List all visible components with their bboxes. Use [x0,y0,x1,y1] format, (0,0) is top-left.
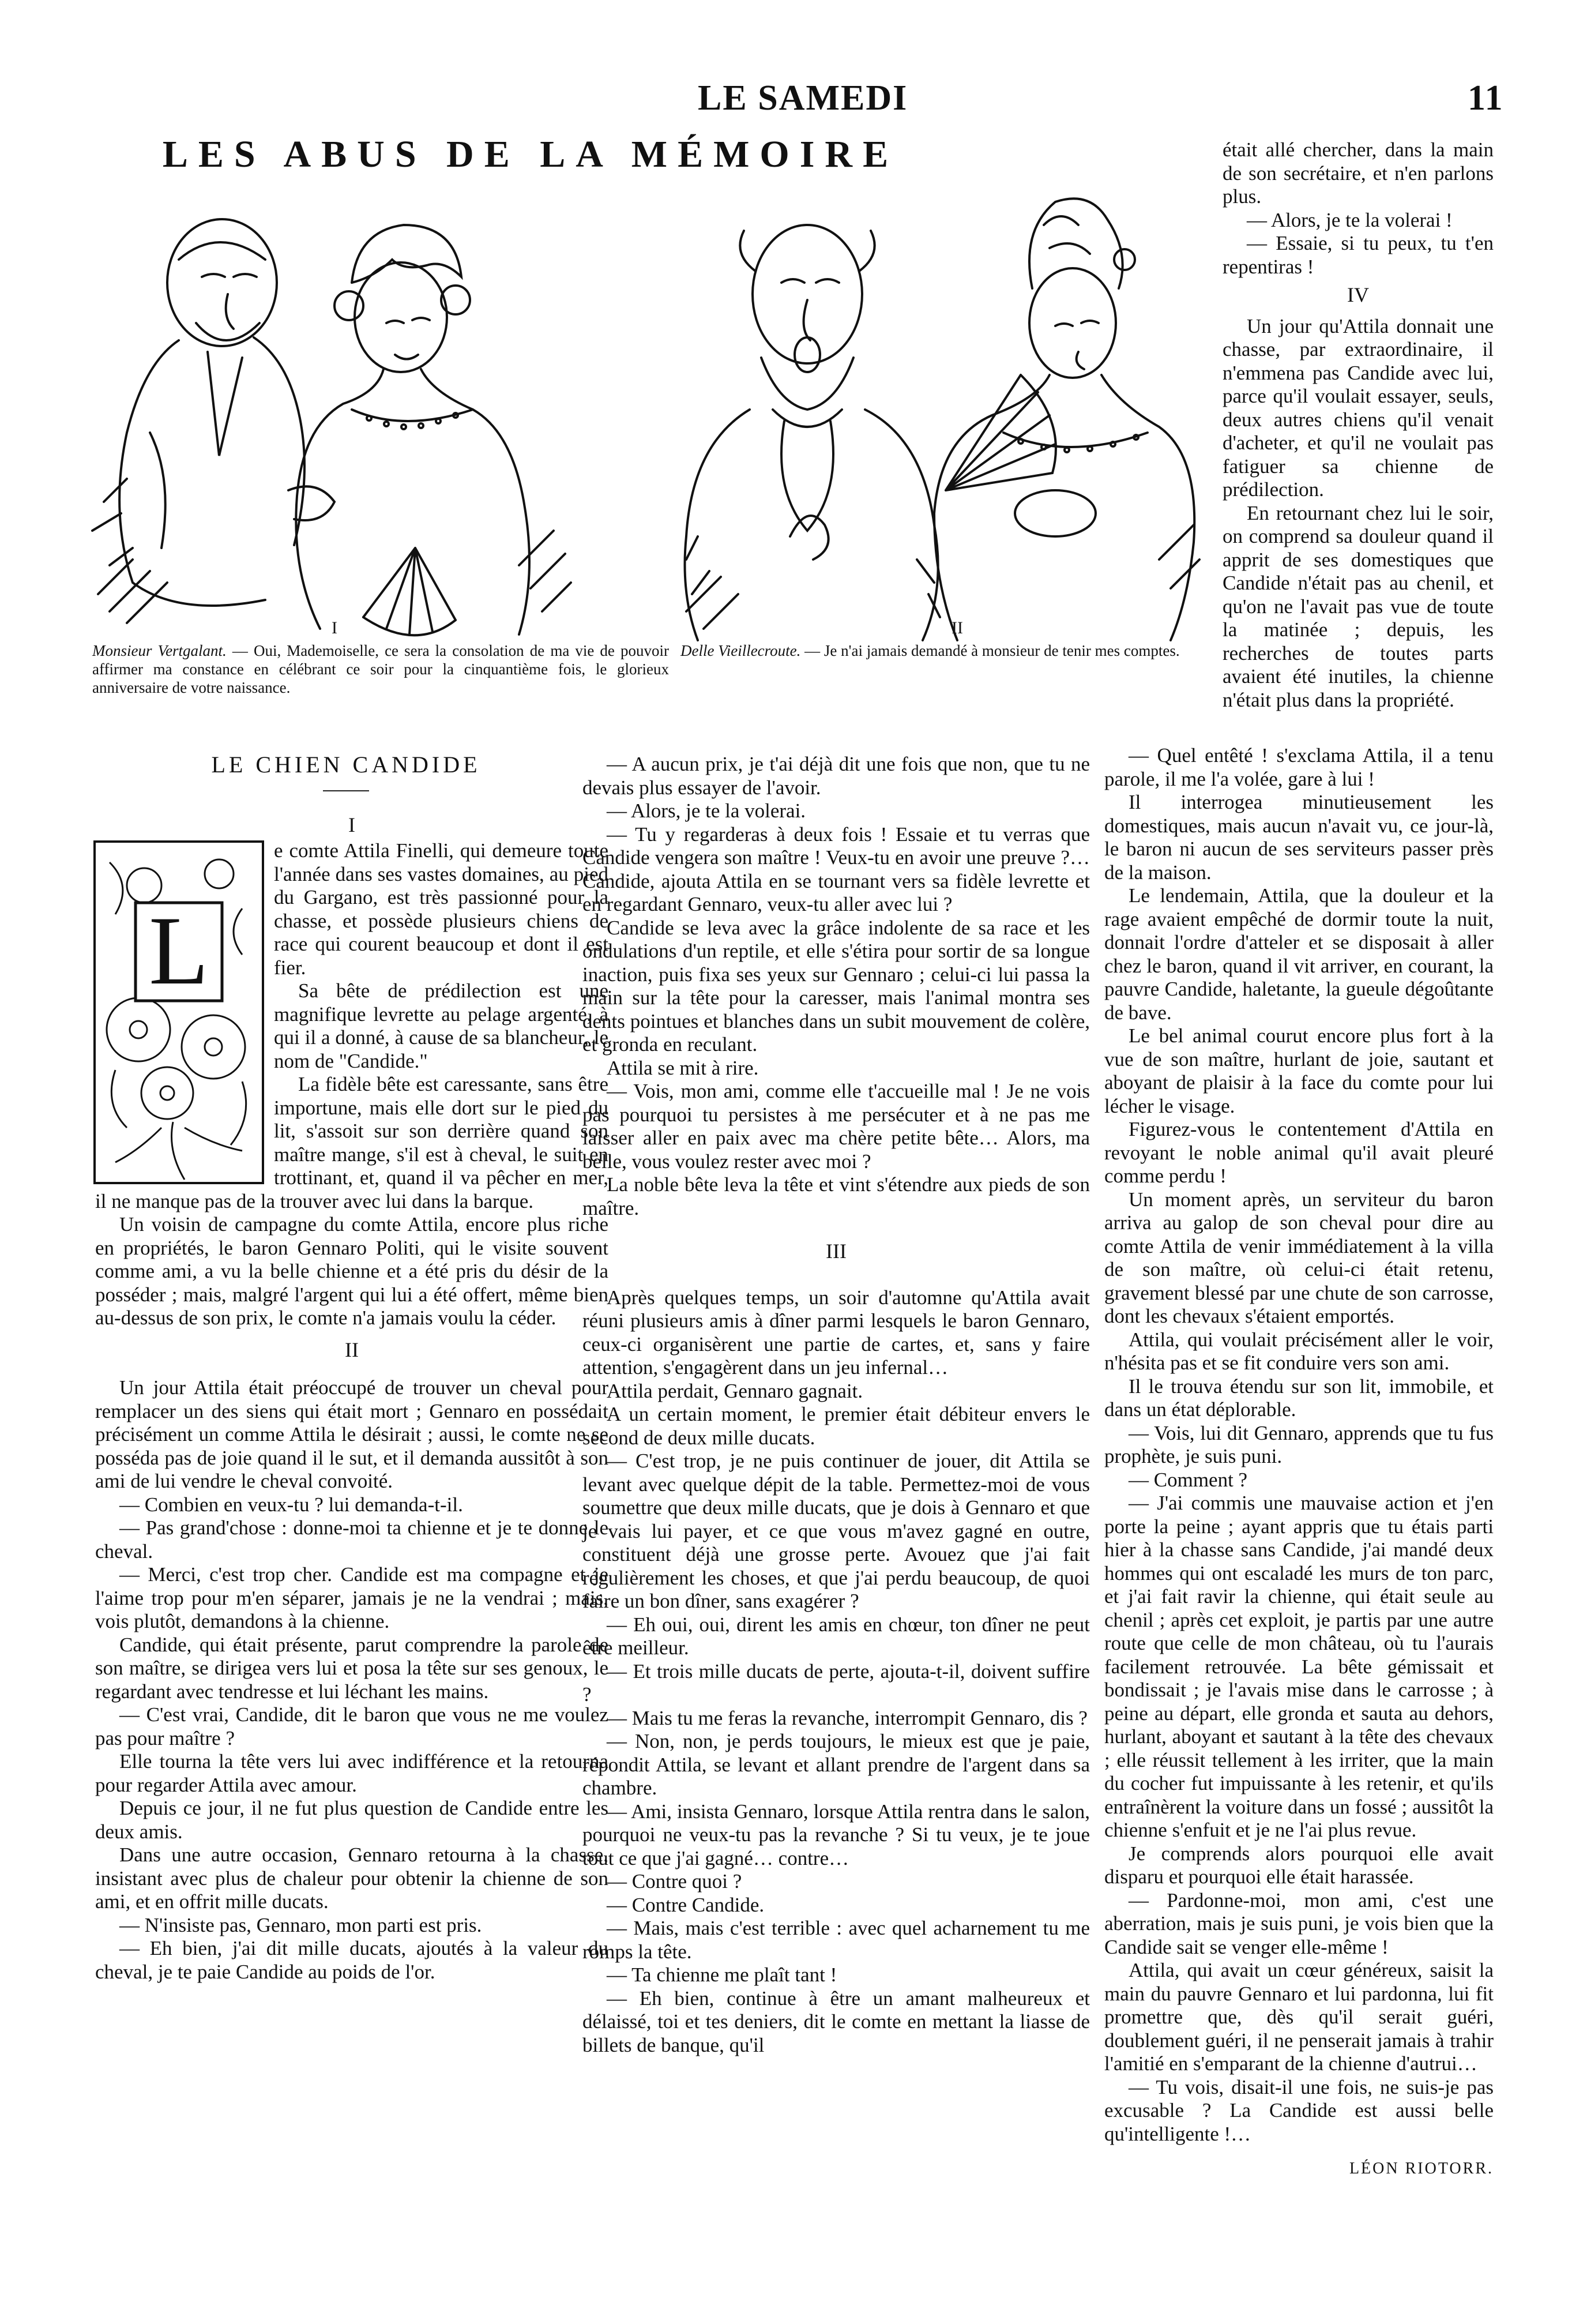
story-paragraph: Attila se mit à rire. [607,1056,759,1079]
story-column-3 [1104,744,1494,2181]
story-paragraph: Attila, qui avait un cœur généreux, saisit la main du pauvre Gennaro et lui pardonna, lui fit promettre que, dès qu'il serait guéri, doublement guéri, il ne penserait jamais à trahir l'amitié en s'emparant de la chienne d'autrui… [1104,1959,1494,2075]
drop-cap-letter: L [149,896,209,1005]
story-paragraph: e comte Attila Finelli, qui demeure toute l'année dans ses vastes domaines, au pied du Gargano, est très passionné pour la chasse, et possède plusieurs chiens de race qui courent beaucoup et dont il est fier. [274,839,608,979]
story-paragraph: — Quel entêté ! s'exclama Attila, il a tenu parole, il me l'a volée, gare à lui ! [1104,744,1494,790]
story-paragraph: Un jour Attila était préoccupé de trouver un cheval pour remplacer un des siens qui était mort ; Gennaro en possédait précisément un comme Attila le désirait ; aussi, le comte ne se posséda pas de joie quand il le sut, et il demanda aussitôt à son ami de lui vendre le cheval convoité. [95,1376,608,1492]
panel-2-numeral: II [952,618,963,637]
story-paragraph: — Merci, c'est trop cher. Candide est ma compagne et je l'aime trop pour m'en séparer, jamais je ne la vendrai ; mais, vois plutôt, demandons à la chienne. [95,1563,608,1632]
story-paragraph: — Combien en veux-tu ? lui demanda-t-il. [119,1493,463,1516]
story-title-rule [323,790,369,791]
story-paragraph: Je comprends alors pourquoi elle avait disparu et pourquoi elle était harassée. [1104,1842,1494,1888]
story-paragraph: Un voisin de campagne du comte Attila, encore plus riche en propriétés, le baron Gennaro Politi, qui le visite souvent comme ami, a vu la belle chienne et a été pris du désir de la posséder ; mais, malgré l'argent qui lui a été offert, même bien au-dessus de son prix, le comte n'a jamais voulu la céder. [95,1213,608,1329]
story-paragraph: Un moment après, un serviteur du baron arriva au galop de son cheval pour dire au comte Attila de venir immédiatement à la villa de son maître, où celui-ci était retenu, gravement blessé par une chute de son carrosse, dont les chevaux s'étaient emportés. [1104,1188,1494,1327]
cartoon-panel-1-illustration [81,190,600,646]
panel-2-caption-text: — Je n'ai jamais demandé à monsieur de tenir mes comptes. [804,642,1180,659]
story-paragraph: — C'est vrai, Candide, dit le baron que vous ne me voulez pas pour maître ? [95,1703,608,1749]
story-title: LE CHIEN CANDIDE [211,752,481,778]
cartoon-panel-2-illustration [675,190,1205,646]
story-paragraph: — Vois, mon ami, comme elle t'accueille mal ! Je ne vois pas pourquoi tu persistes à me persécuter et à ne pas me laisser aller en paix avec ma chère petite bête… Alors, ma belle, vous voulez rester avec moi ? [582,1080,1090,1173]
story-paragraph: — Eh oui, oui, dirent les amis en chœur, ton dîner ne peut être meilleur. [582,1613,1090,1659]
story-paragraph: — Non, non, je perds toujours, le mieux est que je paie, répondit Attila, se levant et allant prendre de l'argent dans sa chambre. [582,1730,1090,1799]
story-paragraph: — Ami, insista Gennaro, lorsque Attila rentra dans le salon, pourquoi ne veux-tu pas la revanche ? Si tu veux, je te joue tout ce que j'ai gagné… contre… [582,1800,1090,1869]
section-numeral-1: I [348,813,355,836]
story-paragraph: — C'est trop, je ne puis continuer de jouer, dit Attila se levant avec quelque dépit de la table. Permettez-moi de vous soumettre que deux mille ducats, que je dois à Gennaro et que je vais lui payer, et ce que vous m'avez gagné en outre, constituent déjà une grosse perte. Avouez que j'ai fait régulièrement les choses, et que j'ai perdu beaucoup, de quoi faire un bon dîner, sans exagérer ? [582,1450,1090,1612]
section-numeral-4: IV [1347,283,1369,306]
running-header-title: LE SAMEDI [698,78,908,118]
panel-2-caption [680,641,1199,660]
story-paragraph: Depuis ce jour, il ne fut plus question de Candide entre les deux amis. [95,1797,608,1843]
story-paragraph: Candide, qui était présente, parut comprendre la parole de son maître, se dirigea vers lui et posa la tête sur ses genoux, le regardant avec tendresse et lui léchant les mains. [95,1633,608,1703]
story-paragraph: Après quelques temps, un soir d'automne qu'Attila avait réuni plusieurs amis à dîner parmi lesquels le baron Gennaro, ceux-ci organisèrent une partie de cartes, et, sans y faire attention, s'engagèrent dans un jeu infernal… [582,1286,1090,1379]
cartoon-title: LES ABUS DE LA MÉMOIRE [162,133,899,175]
story-paragraph: En retournant chez lui le soir, on comprend sa douleur quand il apprit de ses domestiques que Candide n'était pas au chenil, et qu'on ne l'avait pas vue de toute la matinée ; depuis, les recherches de toutes parts avaient été inutiles, la chienne n'était plus dans la propriété. [1223,501,1494,711]
panel-1-caption [92,641,669,697]
story-paragraph: Le lendemain, Attila, que la douleur et la rage avaient empêché de dormir toute la nuit, donnait l'ordre d'atteler et se disposait à aller chez le baron, quand il vit arriver, en courant, la pauvre Candide, haletante, la gueule dégoûtante de bave. [1104,884,1494,1024]
story-paragraph: — Comment ? [1129,1468,1248,1491]
story-paragraph: — Mais tu me feras la revanche, interrompit Gennaro, dis ? [607,1706,1088,1729]
page-number: 11 [1468,78,1504,118]
drop-cap-float [95,839,274,1185]
story-paragraph: Attila perdait, Gennaro gagnait. [607,1379,863,1402]
story-paragraph: — Alors, je te la volerai. [607,799,806,822]
story-paragraph: — Vois, lui dit Gennaro, apprends que tu fus prophète, je suis puni. [1104,1421,1494,1467]
story-paragraph: — Eh bien, j'ai dit mille ducats, ajoutés à la valeur du cheval, je te paie Candide au poids de l'or. [95,1937,608,1983]
story-paragraph: La noble bête leva la tête et vint s'étendre aux pieds de son maître. [582,1173,1090,1219]
story-paragraph: — Contre quoi ? [607,1870,742,1893]
story-paragraph: — Ta chienne me plaît tant ! [607,1963,837,1986]
story-paragraph: — Essaie, si tu peux, tu t'en repentiras ! [1223,232,1494,278]
section-numeral-3: III [826,1240,847,1263]
story-column-3-top [1223,138,1494,712]
story-paragraph: — N'insiste pas, Gennaro, mon parti est pris. [119,1913,482,1936]
story-paragraph: Attila, qui voulait précisément aller le voir, n'hésita pas et se fit conduire vers son ami. [1104,1328,1494,1374]
story-paragraph: A un certain moment, le premier était débiteur envers le second de deux mille ducats. [582,1403,1090,1449]
story-paragraph: — Pardonne-moi, mon ami, c'est une aberration, mais je suis puni, je vois bien que la Candide sait se venger elle-même ! [1104,1889,1494,1958]
story-column-1 [95,839,608,1984]
panel-1-numeral: I [332,618,337,637]
story-paragraph: — A aucun prix, je t'ai déjà dit une fois que non, que tu ne devais plus essayer de l'avoir. [582,753,1090,799]
story-paragraph: — Contre Candide. [607,1893,765,1916]
panel-2-caption-speaker: Delle Vieillecroute. [680,642,801,659]
story-paragraph: était allé chercher, dans la main de son secrétaire, et n'en parlons plus. [1223,138,1494,208]
story-paragraph: — Pas grand'chose : donne-moi ta chienne et je te donne le cheval. [95,1516,608,1563]
story-paragraph: Sa bête de prédilection est une magnifique levrette au pelage argenté, à qui il a donné, à cause de sa blancheur, le nom de "Candide." [274,979,608,1072]
story-paragraph: Il le trouva étendu sur son lit, immobile, et dans un état déplorable. [1104,1375,1494,1421]
panel-1-caption-text: — Oui, Mademoiselle, ce sera la consolation de ma vie de pouvoir affirmer ma constance en célébrant ce soir pour la cinquantième fois, le glorieux anniversaire de votre naissance. [92,642,669,696]
section-numeral-2: II [345,1338,359,1361]
story-paragraph: Le bel animal courut encore plus fort à la vue de son maître, hurlant de joie, sautant et aboyant de plaisir à la face du comte pour lui lécher le visage. [1104,1024,1494,1117]
story-paragraph: — J'ai commis une mauvaise action et j'en porte la peine ; ayant appris que tu étais parti hier à la chasse sans Candide, j'ai mandé deux hommes qui ont escaladé les murs de ton parc, et j'ai fait ravir la chienne, qui était seule au chenil ; après cet exploit, je partis par une autre route que celle de mon château, où tu l'aurais facilement retrouvée. La bête gémissait et bondissait ; je l'avais mise dans le carrosse ; à peine au départ, elle gronda et sauta au dehors, hurlant, aboyant et sautant à la tête des chevaux ; elle réussit tellement à les irriter, que la main du cocher fut impuissante à les retenir, et qu'ils entraînèrent la voiture dans un fossé ; aussitôt la chienne s'enfuit et je ne l'ai plus revue. [1104,1492,1494,1841]
story-paragraph: La fidèle bête est caressante, sans être importune, mais elle dort sur le pied du lit, s'assoit sur son derrière quand son maître mange, s'il est à cheval, le suit en trottinant, et, quand il va pêcher en mer, il ne manque pas de la trouver avec lui dans la barque. [95,1073,608,1212]
story-paragraph: — Et trois mille ducats de perte, ajouta-t-il, doivent suffire ? [582,1660,1090,1706]
story-paragraph: — Tu y regarderas à deux fois ! Essaie et tu verras que Candide vengera son maître ! Veux-tu en avoir une preuve ?… Candide, ajouta Attila en se tournant vers sa fidèle levrette et en regardant Gennaro, veux-tu aller avec lui ? [582,823,1090,915]
story-paragraph: Un jour qu'Attila donnait une chasse, par extraordinaire, il n'emmena pas Candide avec lui, parce qu'il voulait essayer, seuls, deux autres chiens qu'il venait d'acheter, et qu'il ne voulait pas fatiguer sa chienne de prédilection. [1223,314,1494,501]
story-column-2 [582,753,1090,2057]
story-paragraph: — Alors, je te la volerai ! [1247,208,1453,231]
story-paragraph: — Tu vois, disait-il une fois, ne suis-je pas excusable ? La Candide est aussi belle qu'intelligente !… [1104,2075,1494,2145]
story-paragraph: Elle tourna la tête vers lui avec indifférence et la retourna pour regarder Attila avec amour. [95,1750,608,1796]
story-paragraph: — Mais, mais c'est terrible : avec quel acharnement tu me romps la tête. [582,1917,1090,1963]
panel-1-caption-speaker: Monsieur Vertgalant. [92,642,227,659]
story-paragraph: Figurez-vous le contentement d'Attila en revoyant le noble animal qu'il avait pleuré comme perdu ! [1104,1118,1494,1187]
story-paragraph: Il interrogea minutieusement les domestiques, mais aucun n'avait vu, ce jour-là, le baron ni aucun de ses serviteurs passer près de la maison. [1104,791,1494,884]
story-paragraph: — Eh bien, continue à être un amant malheureux et délaissé, toi et tes deniers, dit le comte en mettant la liasse de billets de banque, qu'il [582,1987,1090,2056]
story-paragraph: Candide se leva avec la grâce indolente de sa race et les ondulations d'un reptile, et elle s'étira pour sortir de sa longue inaction, puis fixa ses yeux sur Gennaro ; celui-ci lui passa la main sur la tête pour la caresser, mais l'animal montra ses dents pointues et blanches dans un subit mouvement de colère, et gronda en reculant. [582,916,1090,1056]
story-paragraph: Dans une autre occasion, Gennaro retourna à la chasse, insistant avec plus de chaleur pour obtenir la chienne de son ami, et en offrit mille ducats. [95,1844,608,1913]
author-signature: LÉON RIOTORR. [1349,2160,1494,2177]
